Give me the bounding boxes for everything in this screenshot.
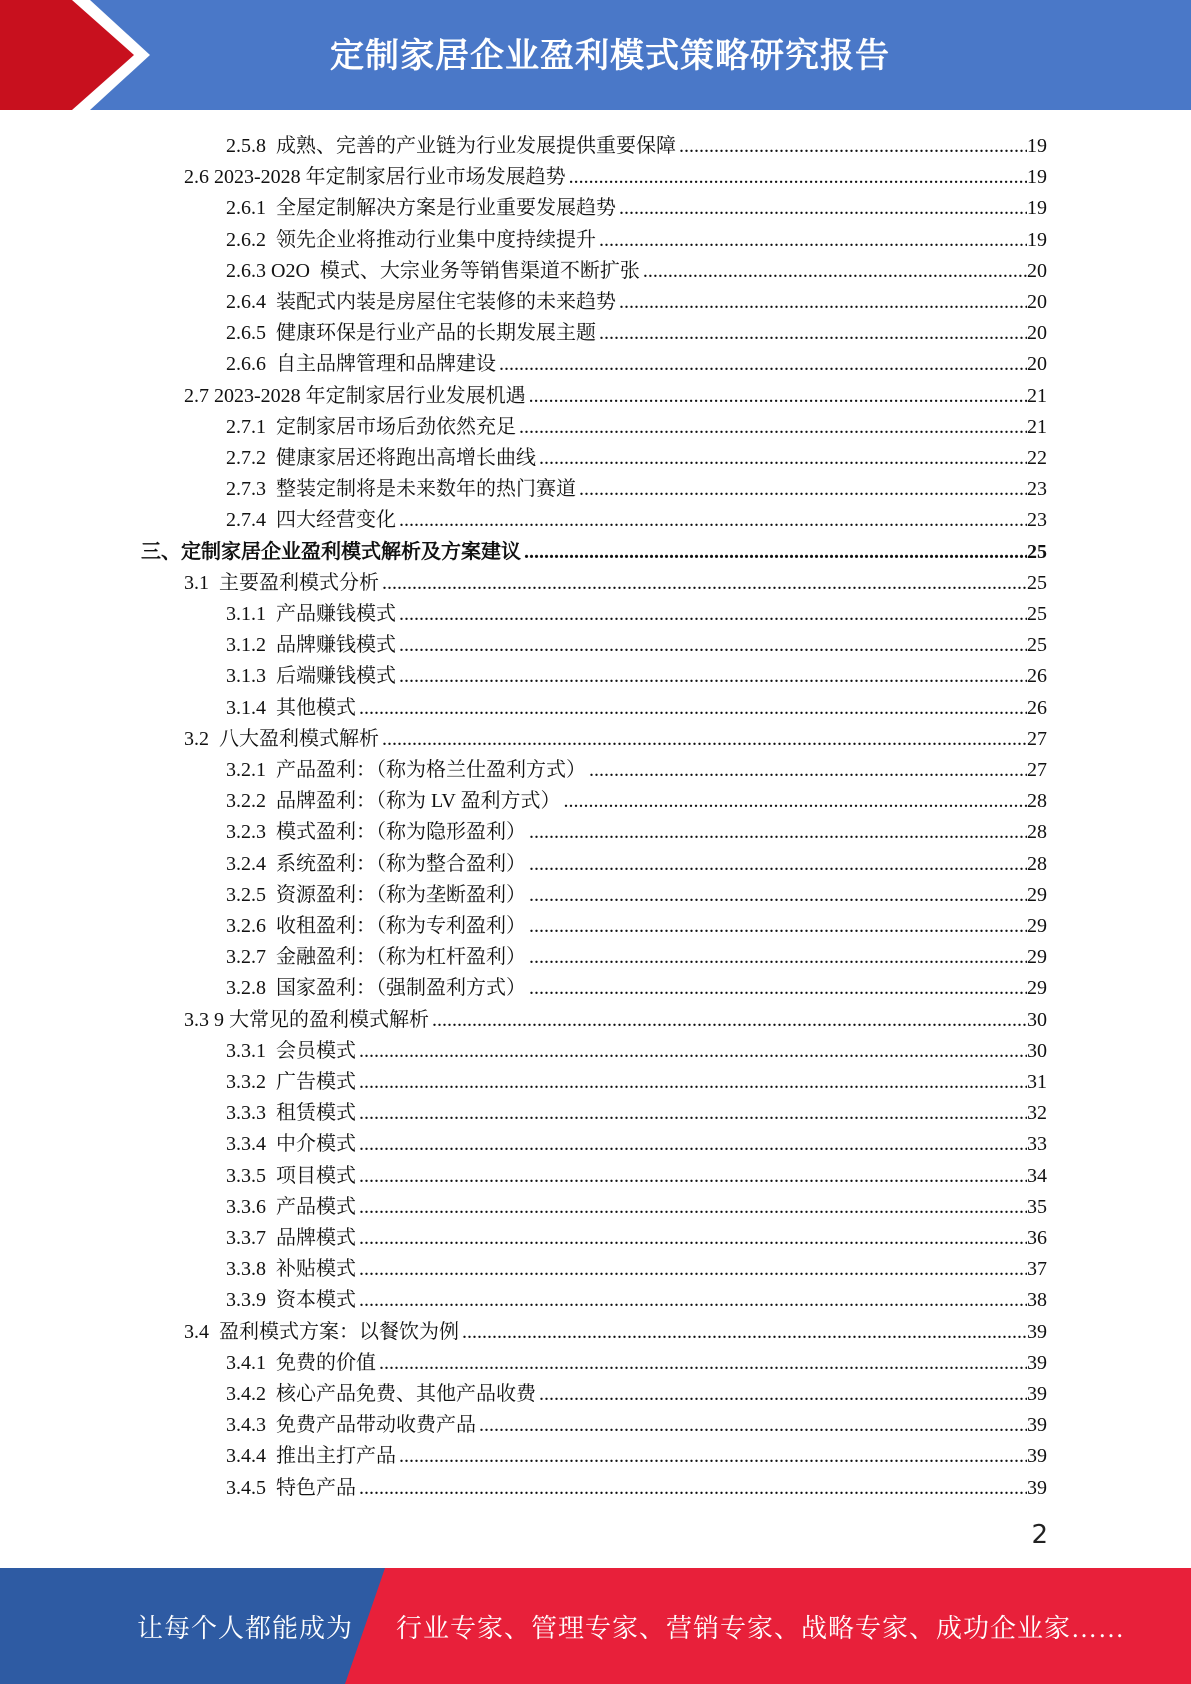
toc-entry-title: 3.2.1 产品盈利：（称为格兰仕盈利方式） <box>226 759 586 781</box>
toc-entry[interactable] <box>226 813 1047 844</box>
toc-dot-leader <box>359 1164 1027 1188</box>
toc-dot-leader <box>599 321 1027 345</box>
toc-entry-title: 3.4.1 免费的价值 <box>226 1351 376 1374</box>
toc-entry-page: 26 <box>1027 665 1047 688</box>
toc-entry[interactable] <box>226 1219 1047 1250</box>
toc-entry-title: 3.2.5 资源盈利：（称为垄断盈利） <box>226 883 526 906</box>
toc-entry-title: 3.2.8 国家盈利：（强制盈利方式） <box>226 977 526 1000</box>
toc-entry-page: 20 <box>1027 291 1047 313</box>
toc-dot-leader <box>359 1070 1027 1094</box>
toc-dot-leader <box>499 352 1027 376</box>
toc-entry-title: 3.1.4 其他模式 <box>226 696 356 719</box>
toc-entry[interactable] <box>226 1063 1047 1094</box>
toc-entry-title: 3.2.2 品牌盈利：（称为 LV 盈利方式） <box>226 790 561 813</box>
toc-entry[interactable] <box>226 595 1047 626</box>
toc-entry-title: 3.3.7 品牌模式 <box>226 1227 356 1249</box>
toc-dot-leader <box>479 1413 1027 1437</box>
toc-dot-leader <box>524 540 1027 564</box>
toc-entry-title: 3.3.2 广告模式 <box>226 1071 356 1093</box>
toc-dot-leader <box>529 883 1027 907</box>
toc-entry-page: 39 <box>1027 1351 1047 1374</box>
toc-entry-page: 30 <box>1027 1039 1047 1062</box>
toc-entry-title: 3.4 盈利模式方案：以餐饮为例 <box>184 1320 459 1343</box>
toc-entry[interactable] <box>184 377 1047 408</box>
toc-entry-title: 3.3.1 会员模式 <box>226 1039 356 1062</box>
toc-entry-title: 2.6.6 自主品牌管理和品牌建设 <box>226 353 496 376</box>
toc-entry-title: 3.1.3 后端赚钱模式 <box>226 665 396 688</box>
toc-entry-page: 28 <box>1027 821 1047 844</box>
toc-entry-page: 19 <box>1027 135 1047 157</box>
toc-entry-page: 23 <box>1027 509 1047 532</box>
toc-entry-title: 3.2.6 收租盈利：（称为专利盈利） <box>226 915 526 937</box>
toc-entry-page: 19 <box>1027 197 1047 220</box>
toc-entry[interactable] <box>226 938 1047 969</box>
toc-entry-title: 3.3.8 补贴模式 <box>226 1258 356 1281</box>
toc-entry-page: 21 <box>1027 384 1047 407</box>
toc-entry[interactable] <box>226 1375 1047 1406</box>
toc-entry[interactable] <box>184 1313 1047 1344</box>
toc-entry[interactable] <box>184 1001 1047 1032</box>
toc-entry[interactable] <box>226 782 1047 813</box>
toc-entry[interactable] <box>226 969 1047 1000</box>
toc-entry[interactable] <box>226 1188 1047 1219</box>
toc-entry-title: 2.7.2 健康家居还将跑出高增长曲线 <box>226 447 536 469</box>
toc-entry-title: 3.3 9 大常见的盈利模式解析 <box>184 1008 429 1031</box>
toc-dot-leader <box>399 633 1027 657</box>
toc-dot-leader <box>382 727 1027 751</box>
toc-entry[interactable] <box>184 158 1047 189</box>
toc-entry-page: 21 <box>1027 415 1047 438</box>
toc-entry-page: 26 <box>1027 696 1047 719</box>
toc-entry-title: 2.6.1 全屋定制解决方案是行业重要发展趋势 <box>226 197 616 220</box>
toc-dot-leader <box>399 664 1027 688</box>
toc-dot-leader <box>432 1008 1027 1032</box>
toc-dot-leader <box>359 1132 1027 1156</box>
toc-dot-leader <box>359 1039 1027 1063</box>
toc-dot-leader <box>359 1101 1027 1125</box>
toc-entry[interactable] <box>226 189 1047 220</box>
toc-entry-title: 2.6.3 O2O 模式、大宗业务等销售渠道不断扩张 <box>226 259 640 282</box>
toc-entry[interactable] <box>226 1406 1047 1437</box>
toc-entry-title: 2.6.4 装配式内装是房屋住宅装修的未来趋势 <box>226 291 616 313</box>
toc-entry-title: 3.4.5 特色产品 <box>226 1476 356 1499</box>
toc-entry[interactable] <box>226 845 1047 876</box>
toc-entry-page: 20 <box>1027 259 1047 282</box>
toc-dot-leader <box>382 571 1027 595</box>
toc-entry-title: 3.2.4 系统盈利：（称为整合盈利） <box>226 852 526 875</box>
toc-dot-leader <box>359 1257 1027 1281</box>
toc-entry[interactable] <box>226 1032 1047 1063</box>
toc-entry[interactable] <box>226 876 1047 907</box>
toc-entry-page: 39 <box>1027 1414 1047 1437</box>
toc-dot-leader <box>359 1288 1027 1312</box>
toc-entry-title: 3.2.3 模式盈利：（称为隐形盈利） <box>226 821 526 844</box>
toc-entry-page: 22 <box>1027 447 1047 469</box>
toc-entry-title: 3.3.4 中介模式 <box>226 1133 356 1156</box>
toc-entry-page: 37 <box>1027 1258 1047 1281</box>
toc-entry[interactable] <box>226 1125 1047 1156</box>
toc-dot-leader <box>462 1320 1027 1344</box>
toc-entry-page: 28 <box>1027 790 1047 813</box>
report-title: 定制家居企业盈利模式策略研究报告 <box>330 36 890 76</box>
toc-dot-leader <box>599 228 1027 252</box>
toc-dot-leader <box>359 696 1027 720</box>
page-header <box>0 0 1191 110</box>
toc-dot-leader <box>563 789 1027 813</box>
toc-entry-page: 39 <box>1027 1383 1047 1405</box>
toc-dot-leader <box>519 415 1027 439</box>
toc-entry[interactable] <box>226 221 1047 252</box>
toc-entry-title: 2.6.5 健康环保是行业产品的长期发展主题 <box>226 322 596 345</box>
toc-entry-page: 36 <box>1027 1227 1047 1249</box>
toc-entry-page: 39 <box>1027 1476 1047 1499</box>
toc-entry-page: 19 <box>1027 166 1047 189</box>
toc-entry-title: 2.5.8 成熟、完善的产业链为行业发展提供重要保障 <box>226 135 676 157</box>
footer-slogan-right: 行业专家、管理专家、营销专家、战略专家、成功企业家…… <box>396 1614 1126 1643</box>
toc-dot-leader <box>399 508 1027 532</box>
toc-dot-leader <box>359 1195 1027 1219</box>
toc-entry-title: 三、定制家居企业盈利模式解析及方案建议 <box>141 540 521 563</box>
toc-dot-leader <box>359 1226 1027 1250</box>
toc-entry[interactable] <box>141 533 1047 564</box>
toc-entry[interactable] <box>226 1281 1047 1312</box>
toc-entry-title: 3.2 八大盈利模式解析 <box>184 727 379 750</box>
toc-entry-page: 20 <box>1027 322 1047 345</box>
toc-dot-leader <box>643 259 1027 283</box>
toc-dot-leader <box>529 384 1027 408</box>
toc-entry-page: 28 <box>1027 852 1047 875</box>
toc-entry-title: 3.3.6 产品模式 <box>226 1195 356 1218</box>
toc-entry-page: 38 <box>1027 1289 1047 1312</box>
toc-dot-leader <box>579 477 1027 501</box>
toc-entry[interactable] <box>226 314 1047 345</box>
toc-entry[interactable] <box>226 408 1047 439</box>
toc-entry-page: 34 <box>1027 1164 1047 1187</box>
toc-entry-title: 2.6.2 领先企业将推动行业集中度持续提升 <box>226 228 596 251</box>
toc-entry-page: 27 <box>1027 759 1047 781</box>
toc-entry-title: 3.4.4 推出主打产品 <box>226 1445 396 1468</box>
toc-entry[interactable] <box>226 626 1047 657</box>
toc-dot-leader <box>589 758 1027 782</box>
toc-entry[interactable] <box>226 907 1047 938</box>
toc-entry-title: 3.4.3 免费产品带动收费产品 <box>226 1414 476 1437</box>
toc-entry[interactable] <box>226 283 1047 314</box>
toc-dot-leader <box>529 976 1027 1000</box>
toc-entry[interactable] <box>226 252 1047 283</box>
toc-entry-page: 32 <box>1027 1102 1047 1125</box>
toc-entry-title: 3.4.2 核心产品免费、其他产品收费 <box>226 1383 536 1405</box>
toc-entry[interactable] <box>226 439 1047 470</box>
toc-dot-leader <box>359 1476 1027 1500</box>
toc-dot-leader <box>379 1351 1027 1375</box>
toc-dot-leader <box>529 914 1027 938</box>
toc-entry[interactable] <box>226 1437 1047 1468</box>
toc-entry-title: 3.2.7 金融盈利：（称为杠杆盈利） <box>226 946 526 969</box>
toc-entry-page: 29 <box>1027 883 1047 906</box>
toc-entry[interactable] <box>226 1094 1047 1125</box>
toc-entry-page: 33 <box>1027 1133 1047 1156</box>
toc-entry[interactable] <box>226 657 1047 688</box>
toc-dot-leader <box>619 290 1027 314</box>
toc-entry-title: 3.3.9 资本模式 <box>226 1289 356 1312</box>
toc-entry-page: 29 <box>1027 977 1047 1000</box>
toc-dot-leader <box>619 196 1027 220</box>
toc-entry-title: 3.3.5 项目模式 <box>226 1164 356 1187</box>
toc-dot-leader <box>569 165 1027 189</box>
toc-entry-page: 30 <box>1027 1008 1047 1031</box>
toc-entry[interactable] <box>226 1469 1047 1500</box>
toc-dot-leader <box>679 134 1027 158</box>
page-number: 2 <box>1031 1520 1048 1550</box>
toc-entry[interactable] <box>226 689 1047 720</box>
toc-entry-page: 27 <box>1027 727 1047 750</box>
toc-entry-page: 29 <box>1027 946 1047 969</box>
toc-entry-page: 35 <box>1027 1195 1047 1218</box>
toc-entry-page: 23 <box>1027 478 1047 501</box>
toc-dot-leader <box>399 602 1027 626</box>
toc-entry-page: 25 <box>1027 571 1047 594</box>
toc-entry-page: 39 <box>1027 1445 1047 1468</box>
toc-entry[interactable] <box>226 1344 1047 1375</box>
toc-entry[interactable] <box>226 1250 1047 1281</box>
toc-entry[interactable] <box>184 720 1047 751</box>
toc-entry-title: 3.3.3 租赁模式 <box>226 1102 356 1125</box>
toc-entry-page: 25 <box>1027 540 1047 563</box>
toc-entry-page: 20 <box>1027 353 1047 376</box>
toc-entry-title: 2.7.4 四大经营变化 <box>226 509 396 532</box>
toc-entry-page: 25 <box>1027 603 1047 625</box>
toc-entry-page: 39 <box>1027 1320 1047 1343</box>
footer-slogan-left: 让每个人都能成为 <box>136 1614 353 1643</box>
toc-entry-title: 2.7.1 定制家居市场后劲依然充足 <box>226 415 516 438</box>
toc-entry-title: 2.7 2023-2028 年定制家居行业发展机遇 <box>184 384 526 407</box>
toc-entry[interactable] <box>226 501 1047 532</box>
toc-entry-title: 3.1 主要盈利模式分析 <box>184 571 379 594</box>
page-footer <box>0 1568 1191 1684</box>
toc-dot-leader <box>539 1382 1027 1406</box>
toc-entry-title: 2.7.3 整装定制将是未来数年的热门赛道 <box>226 478 576 501</box>
toc-entry-page: 19 <box>1027 228 1047 251</box>
toc-dot-leader <box>529 820 1027 844</box>
toc-entry[interactable] <box>226 345 1047 376</box>
toc-entry-title: 2.6 2023-2028 年定制家居行业市场发展趋势 <box>184 166 566 189</box>
toc-entry-title: 3.1.2 品牌赚钱模式 <box>226 634 396 657</box>
toc-entry[interactable] <box>226 127 1047 158</box>
toc-entry-page: 31 <box>1027 1071 1047 1093</box>
toc-dot-leader <box>529 945 1027 969</box>
toc-entry[interactable] <box>226 1157 1047 1188</box>
toc-entry-page: 29 <box>1027 915 1047 937</box>
toc-entry-page: 25 <box>1027 634 1047 657</box>
toc-entry[interactable] <box>226 470 1047 501</box>
toc-dot-leader <box>539 446 1027 470</box>
red-arrow-shape <box>0 0 134 110</box>
toc-entry[interactable] <box>226 751 1047 782</box>
toc-dot-leader <box>399 1444 1027 1468</box>
toc-entry[interactable] <box>184 564 1047 595</box>
toc-dot-leader <box>529 852 1027 876</box>
red-arrow-icon <box>0 0 160 110</box>
toc-entry-title: 3.1.1 产品赚钱模式 <box>226 603 396 625</box>
